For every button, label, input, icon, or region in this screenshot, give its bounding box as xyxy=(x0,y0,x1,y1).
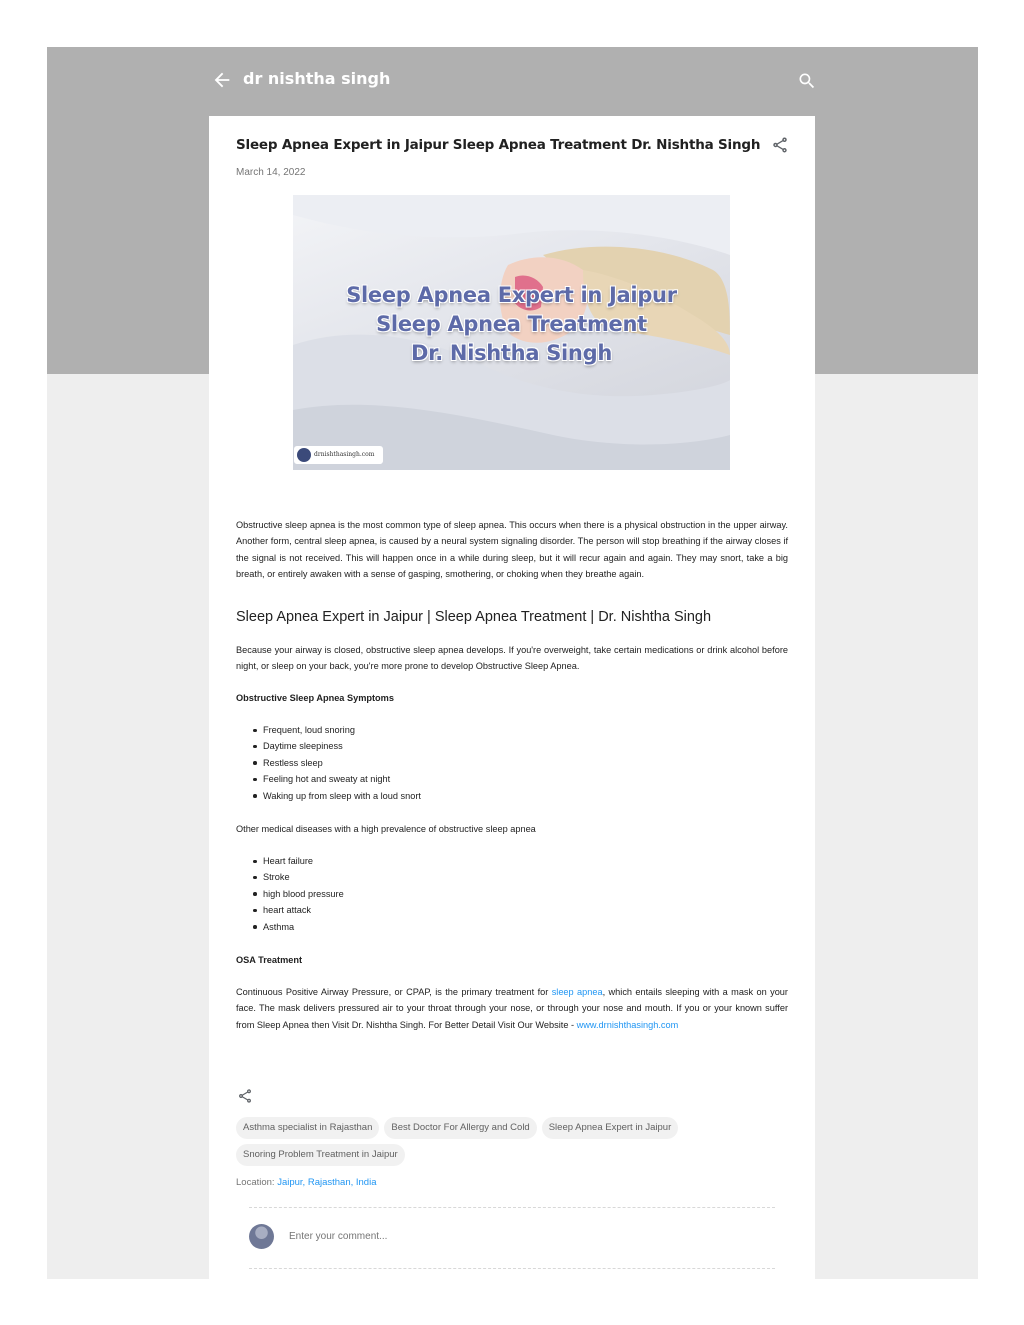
globe-icon xyxy=(297,448,311,462)
list-item: Feeling hot and sweaty at night xyxy=(253,771,421,787)
list-item: high blood pressure xyxy=(253,886,344,902)
avatar xyxy=(249,1224,274,1249)
share-icon[interactable] xyxy=(771,136,789,154)
list-item: Heart failure xyxy=(253,853,344,869)
post-title[interactable]: Sleep Apnea Expert in Jaipur Sleep Apnea Treatment Dr. Nishtha Singh xyxy=(236,137,761,153)
hero-text-line3: Dr. Nishtha Singh xyxy=(411,341,612,365)
hero-badge xyxy=(294,446,383,464)
hero-badge-text: drnishthasingh.com xyxy=(314,451,375,458)
label-chip[interactable]: Asthma specialist in Rajasthan xyxy=(236,1117,379,1139)
blog-title[interactable]: dr nishtha singh xyxy=(243,69,391,88)
label-chip[interactable]: Snoring Problem Treatment in Jaipur xyxy=(236,1144,405,1166)
search-icon[interactable] xyxy=(797,71,817,91)
list-item: Restless sleep xyxy=(253,755,421,771)
label-chip[interactable]: Best Doctor For Allergy and Cold xyxy=(384,1117,536,1139)
label-chip[interactable]: Sleep Apnea Expert in Jaipur xyxy=(542,1117,679,1139)
treatment-text-2: , which entails sleeping with a mask on your face. The mask delivers pressured air to your throat through your nose, or through your nose and mouth. If you or your known suffer from Sleep Apnea then Visit Dr. Nishtha Singh. For Better Detail Visit Our Website - xyxy=(236,987,788,1030)
top-bar xyxy=(207,47,823,113)
list-item: Frequent, loud snoring xyxy=(253,722,421,738)
paragraph-2: Because your airway is closed, obstructive sleep apnea develops. If you're overweight, take certain medications or drink alcohol before night, or sleep on your back, you're more prone to develop Obstructive Sleep Apnea. xyxy=(236,645,788,672)
hero-image[interactable] xyxy=(293,195,730,470)
intro-paragraph: Obstructive sleep apnea is the most common type of sleep apnea. This occurs when there is a physical obstruction in the upper airway. Another form, central sleep apnea, is caused by a neural system signaling disorder. The person will stop breathing if the airway closes if the signal is not received. This will happen once in a while during sleep, but it will recur again and again. They may snort, take a big breath, or entirely awaken with a sense of gasping, smothering, or choking when they breathe again. xyxy=(236,520,788,580)
hero-text-line2: Sleep Apnea Treatment xyxy=(376,312,647,336)
sleep-apnea-link[interactable]: sleep apnea xyxy=(551,987,603,997)
list-item: Daytime sleepiness xyxy=(253,738,421,754)
list-item: Asthma xyxy=(253,919,344,935)
treatment-heading: OSA Treatment xyxy=(236,955,303,965)
comment-input[interactable] xyxy=(289,1224,769,1249)
symptoms-heading: Obstructive Sleep Apnea Symptoms xyxy=(236,693,394,703)
label-chips xyxy=(236,1117,796,1171)
treatment-text-1: Continuous Positive Airway Pressure, or CPAP, is the primary treatment for xyxy=(236,987,552,997)
list-item: heart attack xyxy=(253,902,344,918)
arrow-left-icon[interactable] xyxy=(211,69,233,91)
location-link[interactable]: Jaipur, Rajasthan, India xyxy=(277,1177,377,1188)
share-icon[interactable] xyxy=(237,1088,253,1104)
website-link[interactable]: www.drnishthasingh.com xyxy=(576,1019,679,1030)
list-item: Stroke xyxy=(253,869,344,885)
location-prefix: Location: xyxy=(236,1177,278,1188)
divider xyxy=(249,1207,775,1208)
page-frame xyxy=(47,47,978,1279)
treatment-paragraph xyxy=(236,984,788,1033)
location xyxy=(236,1177,377,1188)
hero-text-line1: Sleep Apnea Expert in Jaipur xyxy=(346,283,677,307)
list-item: Waking up from sleep with a loud snort xyxy=(253,788,421,804)
post-date[interactable]: March 14, 2022 xyxy=(236,167,306,178)
diseases-list xyxy=(253,853,344,935)
post-card xyxy=(209,116,815,1279)
diseases-intro: Other medical diseases with a high prevalence of obstructive sleep apnea xyxy=(236,824,536,834)
post-subheading: Sleep Apnea Expert in Jaipur | Sleep Apnea Treatment | Dr. Nishtha Singh xyxy=(236,609,712,625)
divider xyxy=(249,1268,775,1269)
symptoms-list xyxy=(253,722,421,804)
